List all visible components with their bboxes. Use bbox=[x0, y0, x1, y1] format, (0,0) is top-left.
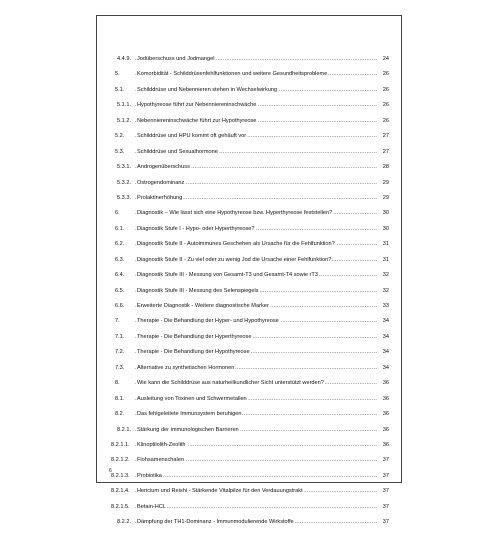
toc-entry-title-text: Schilddrüse und Sexualhormone bbox=[137, 148, 218, 155]
toc-entry-page: 33 bbox=[377, 303, 389, 309]
toc-entry-number: 6.5. bbox=[115, 287, 125, 294]
toc-entry-page: 34 bbox=[377, 318, 389, 324]
toc-entry bbox=[107, 334, 389, 349]
toc-entry-number: 6.1. bbox=[115, 225, 125, 232]
toc-entry bbox=[107, 457, 389, 472]
toc-entry-title-text: Klinoptilolith-Zeolith bbox=[137, 441, 186, 448]
toc-entry-title-text: Komorbidität - Schilddrüsenfehlfunktionen und weitere Gesundheitsprobleme bbox=[137, 71, 328, 78]
toc-entry-page: 36 bbox=[377, 396, 389, 402]
toc-entry-title-text: Diagnostik Stufe II - Autoimmunes Geschehen als Ursache für die Fehlfunktion? bbox=[137, 241, 335, 248]
toc-entry-page: 32 bbox=[377, 288, 389, 294]
toc-entry bbox=[107, 519, 389, 534]
toc-entry-title bbox=[135, 365, 377, 371]
toc-entry-page: 37 bbox=[377, 504, 389, 510]
toc-entry-title bbox=[135, 118, 377, 124]
toc-entry-title bbox=[135, 334, 377, 340]
toc-entry-title-text: Therapie - Die Behandlung der Hyperthyreose bbox=[137, 333, 252, 340]
toc-entry bbox=[107, 102, 389, 117]
toc-entry-page: 27 bbox=[377, 133, 389, 139]
toc-entry-title-text: Wie kann die Schilddrüse aus naturheilkundlicher Sicht unterstützt werden? bbox=[137, 380, 324, 387]
toc-entry-number: 8.2.1. bbox=[117, 426, 131, 433]
toc-entry bbox=[107, 257, 389, 272]
toc-entry-page: 26 bbox=[377, 118, 389, 124]
toc-entry-title-text: Das fehlgeleitete Immunsystem beruhigen bbox=[137, 411, 242, 418]
toc-entry-number: 4.4.9. bbox=[117, 56, 131, 62]
toc-entry-title bbox=[135, 149, 377, 155]
toc-entry-page: 34 bbox=[377, 334, 389, 340]
toc-entry-title bbox=[135, 473, 377, 479]
toc-entry-title-text: Östrogendominanz bbox=[137, 179, 185, 186]
toc-entry bbox=[107, 442, 389, 457]
toc-entry-page: 31 bbox=[377, 241, 389, 247]
toc-entry-title bbox=[135, 303, 377, 309]
toc-entry-page: 26 bbox=[377, 102, 389, 108]
toc-entry-page: 36 bbox=[377, 411, 389, 417]
toc-entry-page: 26 bbox=[377, 87, 389, 93]
toc-entry-title-text: Therapie - Die Behandlung der Hypothyreose bbox=[137, 349, 250, 356]
toc-entry-title-text: Flohsamenschalen bbox=[137, 457, 184, 464]
toc-entry-title-text: Dämpfung der TH1-Dominanz - Immunmodulierende Wirkstoffe bbox=[137, 519, 294, 526]
toc-entry-number: 5.1.1. bbox=[117, 102, 131, 109]
toc-entry-number: 6.4. bbox=[115, 272, 125, 279]
toc-entry-title bbox=[135, 210, 377, 216]
page-number: 6 bbox=[109, 468, 112, 474]
toc-entry-title bbox=[135, 427, 377, 433]
toc-entry-number: 6.6. bbox=[115, 303, 125, 309]
toc-entry-number: 5.1.2. bbox=[117, 117, 131, 124]
toc-entry bbox=[107, 473, 389, 488]
toc-entry-title-text: Stärkung der immunologischen Barrieren bbox=[137, 426, 239, 433]
toc-entry bbox=[107, 288, 389, 303]
document-page bbox=[96, 15, 402, 526]
toc-entry-title bbox=[135, 195, 377, 201]
toc-entry bbox=[107, 71, 389, 86]
toc-entry-title-text: Diagnostik Stufe III - Messung von Gesamt-T3 und Gesamt-T4 sowie rT3 bbox=[137, 272, 318, 279]
toc-entry-number: 5.3. bbox=[115, 148, 125, 155]
toc-entry-title bbox=[135, 71, 377, 77]
toc-entry-title-text: Diagnostik – Wie lässt sich eine Hypothyreose bzw. Hyperthyreose feststellen? bbox=[137, 210, 333, 217]
toc-entry-title-text: Androgenüberschuss bbox=[137, 164, 190, 171]
toc-entry-title bbox=[135, 380, 377, 386]
toc-entry-number: 5.1. bbox=[115, 86, 125, 93]
toc-entry bbox=[107, 303, 389, 318]
toc-entry-page: 29 bbox=[377, 180, 389, 186]
toc-entry bbox=[107, 118, 389, 133]
toc-entry-page: 31 bbox=[377, 257, 389, 263]
toc-entry-number: 8.2.1.1. bbox=[111, 441, 130, 448]
toc-entry bbox=[107, 149, 389, 164]
toc-entry-title bbox=[135, 102, 377, 108]
toc-entry-number: 5.3.1. bbox=[117, 164, 131, 171]
toc-entry-number: 7.3. bbox=[115, 364, 125, 371]
toc-entry-title-text: Therapie - Die Behandlung der Hyper- und Hypothyreose bbox=[137, 318, 279, 325]
toc-entry-page: 34 bbox=[377, 349, 389, 355]
toc-entry-title bbox=[135, 288, 377, 294]
toc-entry-number: 8.2.1.2. bbox=[111, 457, 130, 464]
toc-entry-number: 8.2.1.5. bbox=[111, 503, 130, 510]
toc-entry-page: 37 bbox=[377, 519, 389, 525]
toc-entry-title bbox=[135, 349, 377, 355]
toc-entry-title-text: Schilddrüse und Nebennieren stehen in Wechselwirkung bbox=[137, 86, 278, 93]
toc-entry-page: 30 bbox=[377, 210, 389, 216]
toc-entry-number: 7. bbox=[115, 318, 120, 325]
toc-entry bbox=[107, 396, 389, 411]
toc-entry bbox=[107, 318, 389, 333]
toc-entry bbox=[107, 241, 389, 256]
toc-entry-number: 5. bbox=[115, 71, 120, 78]
toc-entry-page: 27 bbox=[377, 149, 389, 155]
toc-entry-page: 24 bbox=[377, 56, 389, 62]
toc-entry-title-text: Betain-HCL bbox=[137, 503, 166, 510]
toc-entry-title bbox=[135, 164, 377, 170]
toc-entry-page: 37 bbox=[377, 473, 389, 479]
toc-entry-title bbox=[135, 241, 377, 247]
toc-entry-title-text: Nebenniereninschwäche führt zur Hypothyreose bbox=[137, 117, 257, 124]
toc-entry-title-text: Hypothyreose führt zur Nebenniereninschwäche bbox=[137, 102, 257, 109]
toc-entry bbox=[107, 504, 389, 519]
toc-entry-number: 6.2. bbox=[115, 241, 125, 248]
toc-entry-title bbox=[135, 318, 377, 324]
toc-entry-title-text: Diagnostik Stufe III - Messung des Selenspiegels bbox=[137, 287, 259, 294]
toc-entry-page: 30 bbox=[377, 226, 389, 232]
toc-entry bbox=[107, 56, 389, 71]
toc-entry bbox=[107, 164, 389, 179]
toc-entry-page: 28 bbox=[377, 164, 389, 170]
toc-entry-title bbox=[135, 411, 377, 417]
toc-entry-title-text: Prolaktinerhöhung bbox=[137, 194, 183, 201]
toc-entry-title-text: Diagnostik Stufe I - Hypo- oder Hyperthyreose? bbox=[137, 225, 255, 232]
toc-entry-number: 5.3.2. bbox=[117, 179, 131, 186]
toc-entry bbox=[107, 180, 389, 195]
toc-entry-number: 7.1. bbox=[115, 333, 125, 340]
toc-entry bbox=[107, 488, 389, 503]
toc-entry bbox=[107, 195, 389, 210]
toc-entry bbox=[107, 411, 389, 426]
toc-entry-title-text: Jodüberschuss und Jodmangel bbox=[137, 56, 215, 62]
toc-entry-title bbox=[135, 519, 377, 525]
toc-entry bbox=[107, 210, 389, 225]
toc-entry-number: 7.2. bbox=[115, 349, 125, 356]
toc-entry bbox=[107, 226, 389, 241]
toc-entry-title-text: Erweiterte Diagnostik - Weitere diagnostische Marker bbox=[137, 303, 269, 309]
toc-entry-title-text: Ausleitung von Toxinen und Schwermetallen bbox=[137, 395, 247, 402]
toc-entry-title bbox=[135, 133, 377, 139]
toc-entry bbox=[107, 380, 389, 395]
toc-entry bbox=[107, 133, 389, 148]
toc-entry-page: 29 bbox=[377, 195, 389, 201]
toc-entry-page: 34 bbox=[377, 365, 389, 371]
toc-entry bbox=[107, 349, 389, 364]
toc-entry-number: 8.1. bbox=[115, 395, 125, 402]
toc-entry-title-text: Alternative zu synthetischen Hormonen bbox=[137, 364, 235, 371]
toc-entry-page: 36 bbox=[377, 442, 389, 448]
toc-entry-title bbox=[135, 504, 377, 510]
toc-entry bbox=[107, 272, 389, 287]
toc-entry-title bbox=[135, 488, 377, 494]
toc-entry-title bbox=[135, 457, 377, 463]
toc-entry-page: 36 bbox=[377, 380, 389, 386]
toc-entry-page: 36 bbox=[377, 427, 389, 433]
toc-entry-number: 6. bbox=[115, 210, 120, 217]
toc-entry-number: 5.3.3. bbox=[117, 194, 131, 201]
toc-entry-title bbox=[135, 257, 377, 263]
table-of-contents bbox=[107, 56, 389, 535]
toc-entry-title-text: Probiotika bbox=[137, 472, 162, 479]
toc-entry-number: 8.2.2. bbox=[117, 519, 131, 526]
toc-entry-title-text: Hericium und Reishi - Stärkende Vitalpilze für den Verdauungstrakt bbox=[137, 488, 303, 495]
toc-entry-page: 26 bbox=[377, 71, 389, 77]
toc-entry bbox=[107, 427, 389, 442]
toc-entry-number: 6.3. bbox=[115, 256, 125, 263]
toc-entry-page: 32 bbox=[377, 272, 389, 278]
toc-entry-title bbox=[135, 442, 377, 448]
toc-entry-title bbox=[135, 226, 377, 232]
toc-entry-page: 37 bbox=[377, 457, 389, 463]
toc-entry bbox=[107, 365, 389, 380]
toc-entry-page: 37 bbox=[377, 488, 389, 494]
toc-entry-title bbox=[135, 396, 377, 402]
toc-entry-title-text: Diagnostik Stufe II - Zu viel oder zu wenig Jod die Ursache einer Fehlfunktion? bbox=[137, 256, 332, 263]
toc-entry-title bbox=[135, 180, 377, 186]
toc-entry-number: 5.2. bbox=[115, 133, 125, 140]
toc-entry-number: 8.2. bbox=[115, 411, 125, 418]
toc-entry-number: 8.2.1.4. bbox=[111, 488, 130, 495]
toc-entry-title bbox=[135, 56, 377, 62]
toc-entry-title bbox=[135, 87, 377, 93]
toc-entry-title bbox=[135, 272, 377, 278]
toc-entry-number: 8.2.1.3. bbox=[111, 472, 130, 479]
toc-entry-title-text: Schilddrüse und HPU kommt oft gehäuft vor bbox=[137, 133, 247, 140]
toc-entry bbox=[107, 87, 389, 102]
toc-entry-number: 8. bbox=[115, 380, 120, 387]
